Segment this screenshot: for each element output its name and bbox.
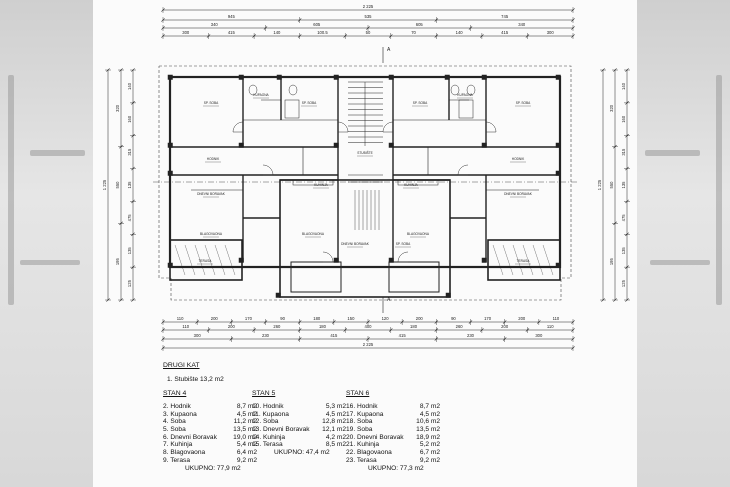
- floor-title: DRUGI KAT: [163, 362, 200, 369]
- room-label: SP. SOBA: [515, 101, 531, 105]
- room-name: 15. Terasa: [252, 441, 283, 449]
- room-area: 5,2 m2: [419, 441, 440, 449]
- room-name: 17. Kupaona: [346, 410, 384, 418]
- room-area: 19,0 m2: [233, 433, 257, 441]
- area-row: [346, 434, 440, 442]
- dimension-label: 605: [313, 22, 321, 28]
- room-label: KUHINJA: [314, 183, 328, 187]
- dimension-label: 1 225: [597, 179, 603, 191]
- area-row: [252, 403, 346, 411]
- room-label: SP. SOBA: [301, 101, 317, 105]
- dimension-label: 135: [127, 247, 133, 255]
- dimension-label: 180: [410, 324, 418, 330]
- dimension-label: 100.5: [317, 30, 328, 36]
- dimension-label: 745: [501, 14, 509, 20]
- unit-5-title: STAN 5: [252, 390, 276, 397]
- room-name: 2. Hodnik: [163, 403, 191, 410]
- dimension-label: 415: [330, 333, 338, 339]
- area-row: [163, 457, 257, 465]
- room-label: HODNIK: [511, 157, 525, 161]
- dimension-label: 230: [262, 333, 269, 339]
- dimension-label: 550: [115, 181, 121, 189]
- room-area: 6,4 m2: [236, 449, 257, 457]
- room-name: 20. Dnevni Boravak: [346, 433, 404, 441]
- room-area: 12,1 m2: [322, 426, 346, 434]
- dimension-label: 200: [501, 324, 509, 330]
- dimension-label: 315: [127, 148, 133, 156]
- room-area: 8,7 m2: [236, 403, 257, 410]
- dimension-label: 180: [318, 324, 326, 330]
- area-row: [346, 449, 440, 457]
- dimension-label: 605: [415, 22, 423, 28]
- area-row: [252, 434, 346, 442]
- room-name: 5. Soba: [163, 426, 186, 434]
- dimension-label: 550: [609, 181, 615, 189]
- dimension-label: 945: [227, 14, 235, 20]
- area-row: [346, 418, 440, 426]
- dimension-label: 300: [182, 30, 190, 36]
- room-label: BLAGOVAONA: [302, 232, 324, 236]
- dimension-label: 135: [621, 247, 627, 255]
- area-row: [163, 403, 257, 411]
- dimension-label: 475: [621, 214, 627, 222]
- room-name: 8. Blagovaona: [163, 449, 206, 457]
- dimension-label: 135: [621, 181, 627, 189]
- dimension-label: 195: [115, 258, 121, 266]
- dimension-label: 170: [484, 316, 492, 322]
- dimension-label: 110: [176, 316, 184, 322]
- room-area: 4,5 m2: [325, 410, 346, 418]
- room-label: DNEVNI BORAVAK: [341, 242, 369, 246]
- room-name: 19. Soba: [346, 426, 373, 434]
- dimension-label: 140: [127, 82, 133, 90]
- room-name: 6. Dnevni Boravak: [163, 433, 217, 441]
- area-row: [252, 418, 346, 426]
- dimension-label: 110: [182, 324, 190, 330]
- room-area: 5,4 m2: [236, 441, 257, 449]
- dimension-label: 200: [415, 316, 423, 322]
- dimension-label: 200: [210, 316, 218, 322]
- dimension-label: 2 225: [362, 4, 374, 10]
- dimension-label: 135: [127, 181, 133, 189]
- room-area: 10,6 m2: [416, 418, 440, 426]
- dimension-label: 150: [347, 316, 355, 322]
- unit-6: [346, 390, 440, 473]
- unit-6-rows: [346, 403, 440, 465]
- dimension-label: 160: [621, 115, 627, 123]
- room-name: 11. Kupaona: [252, 410, 289, 418]
- room-area: 8,5 m2: [325, 441, 346, 449]
- room-area: 11,2 m2: [233, 418, 257, 426]
- dimension-label: 300: [535, 333, 543, 339]
- room-area: 9,2 m2: [419, 456, 440, 464]
- dimension-label: 300: [193, 333, 201, 339]
- area-row: [163, 426, 257, 434]
- dimension-label: 195: [609, 258, 615, 266]
- room-name: 9. Terasa: [163, 456, 191, 464]
- dimension-label: 475: [127, 214, 133, 222]
- dimension-label: 110: [546, 324, 554, 330]
- area-row: [346, 426, 440, 434]
- room-area: 4,5 m2: [236, 410, 257, 418]
- room-label: HODNIK: [206, 157, 220, 161]
- room-label: BLAGOVAONA: [200, 232, 222, 236]
- room-name: 7. Kuhinja: [163, 441, 193, 449]
- dimension-label: 1 225: [102, 179, 108, 191]
- room-label: KUPAONA: [253, 93, 269, 97]
- dimension-label: 140: [621, 82, 627, 90]
- dimension-label: 180: [313, 316, 321, 322]
- room-area: 12,8 m2: [322, 418, 346, 426]
- dimension-label: 300: [546, 30, 554, 36]
- room-name: 3. Kupaona: [163, 410, 197, 418]
- dimension-label: 320: [609, 104, 615, 112]
- blurred-backdrop-right: [637, 0, 730, 487]
- dimension-label: 415: [227, 30, 235, 36]
- room-label: TERASA: [198, 259, 212, 263]
- dimension-label: 170: [244, 316, 252, 322]
- dimension-label: 340: [210, 22, 218, 28]
- area-row: [163, 441, 257, 449]
- room-area: 6,7 m2: [419, 449, 440, 457]
- area-legend: [93, 0, 637, 487]
- area-row: [252, 411, 346, 419]
- dimension-label: 110: [552, 316, 560, 322]
- room-name: 23. Terasa: [346, 456, 377, 464]
- stairwell-area: 1. Stubište 13,2 m2: [167, 376, 224, 383]
- room-area: 13,5 m2: [233, 426, 257, 434]
- area-row: [346, 403, 440, 411]
- dimension-label: 120: [381, 316, 389, 322]
- room-name: 21. Kuhinja: [346, 441, 379, 449]
- unit-4-title: STAN 4: [163, 390, 187, 397]
- room-area: 9,2 m2: [236, 456, 257, 464]
- unit-5: [252, 390, 346, 457]
- area-row: [252, 441, 346, 449]
- section-marker: A: [387, 297, 391, 303]
- area-row: [163, 434, 257, 442]
- unit-6-total: UKUPNO: 77,3 m2: [368, 464, 424, 472]
- dimension-label: 50: [365, 30, 371, 36]
- dimension-label: 140: [455, 30, 463, 36]
- room-name: 16. Hodnik: [346, 403, 378, 410]
- unit-4-rows: [163, 403, 257, 465]
- unit-4-total: UKUPNO: 77,9 m2: [185, 464, 241, 472]
- room-name: 13. Dnevni Boravak: [252, 426, 310, 434]
- room-area: 8,7 m2: [419, 403, 440, 410]
- dimension-label: 90: [280, 316, 285, 322]
- room-label: SP. SOBA: [412, 101, 428, 105]
- dimension-label: 140: [273, 30, 281, 36]
- room-label: SP. SOBA: [395, 242, 411, 246]
- unit-4: [163, 390, 257, 473]
- dimension-label: 400: [364, 324, 372, 330]
- area-row: [346, 441, 440, 449]
- room-label: TERASA: [516, 259, 530, 263]
- room-label: KUPAONA: [457, 93, 473, 97]
- dimension-label: 340: [518, 22, 526, 28]
- room-area: 4,2 m2: [325, 433, 346, 441]
- dimension-label: 415: [398, 333, 406, 339]
- dimension-label: 315: [621, 148, 627, 156]
- room-name: 10. Hodnik: [252, 403, 284, 410]
- drawing-sheet: [93, 0, 637, 487]
- dimension-label: 90: [451, 316, 456, 322]
- room-label: DNEVNI BORAVAK: [197, 192, 225, 196]
- room-area: 13,5 m2: [416, 426, 440, 434]
- area-row: [163, 449, 257, 457]
- unit-5-rows: [252, 403, 346, 449]
- unit-6-title: STAN 6: [346, 390, 370, 397]
- area-row: [252, 426, 346, 434]
- section-marker: A: [387, 47, 391, 53]
- room-label: DNEVNI BORAVAK: [504, 192, 532, 196]
- dimension-label: 160: [127, 115, 133, 123]
- dimension-label: 415: [501, 30, 509, 36]
- room-name: 14. Kuhinja: [252, 433, 285, 441]
- dimension-label: 200: [518, 316, 526, 322]
- room-area: 18,9 m2: [416, 433, 440, 441]
- room-label: SP. SOBA: [203, 101, 219, 105]
- dimension-label: 230: [467, 333, 474, 339]
- room-name: 18. Soba: [346, 418, 373, 426]
- dimension-label: 125: [127, 280, 133, 288]
- dimension-label: 535: [364, 14, 372, 20]
- dimension-label: 320: [115, 104, 121, 112]
- room-name: 12. Soba: [252, 418, 279, 426]
- dimension-label: 70: [411, 30, 416, 36]
- area-row: [163, 418, 257, 426]
- room-label: KUHINJA: [404, 183, 418, 187]
- dimension-label: 260: [273, 324, 281, 330]
- blurred-backdrop-left: [0, 0, 93, 487]
- room-name: 4. Soba: [163, 418, 186, 426]
- unit-5-total: UKUPNO: 47,4 m2: [274, 449, 330, 457]
- area-row: [346, 411, 440, 419]
- area-row: [163, 411, 257, 419]
- room-area: 5,3 m2: [325, 403, 346, 410]
- dimension-label: 200: [227, 324, 235, 330]
- room-label: STUBIŠTE: [357, 151, 373, 155]
- room-label: BLAGOVAONA: [407, 232, 429, 236]
- room-name: 22. Blagovaona: [346, 449, 392, 457]
- dimension-label: 125: [621, 280, 627, 288]
- area-row: [346, 457, 440, 465]
- dimension-label: 2 225: [362, 342, 374, 348]
- room-area: 4,5 m2: [419, 410, 440, 418]
- dimension-label: 260: [455, 324, 463, 330]
